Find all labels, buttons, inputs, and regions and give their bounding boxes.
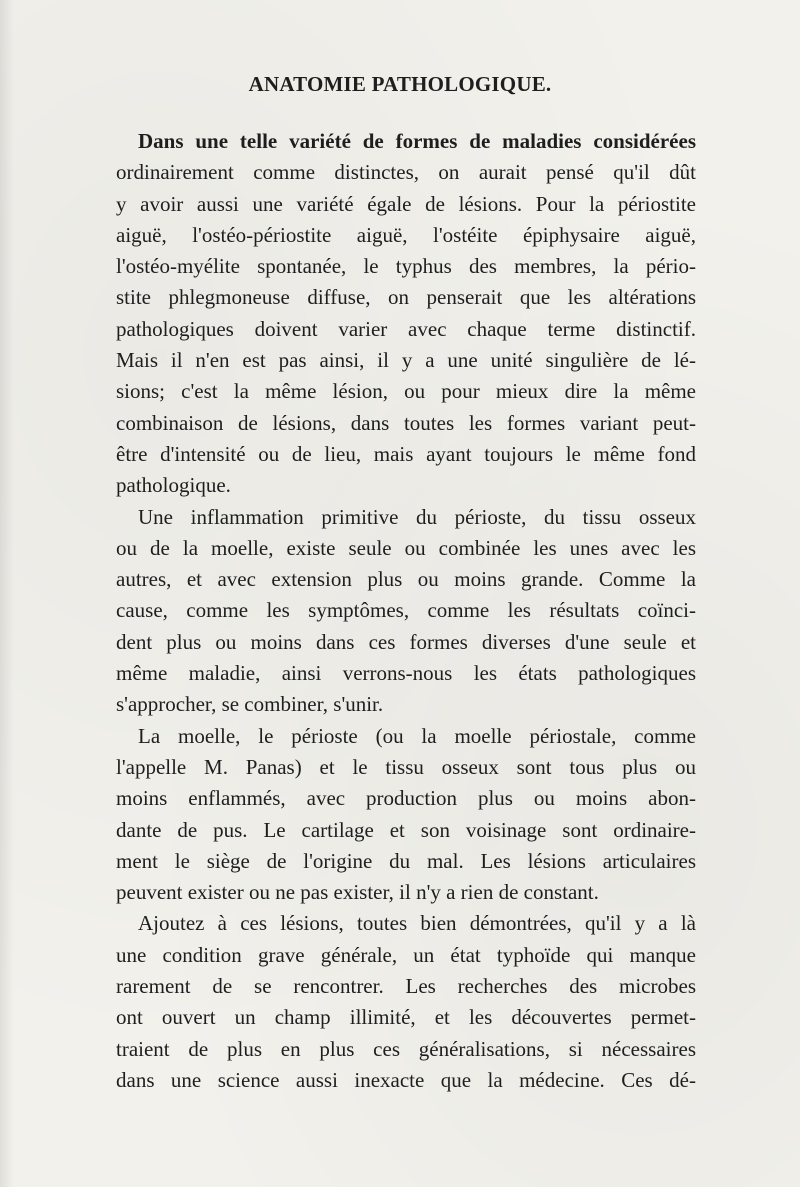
text-line: rarement de se rencontrer. Les recherches des microbes xyxy=(116,974,696,999)
text-line: cause, comme les symptômes, comme les résultats coïnci- xyxy=(116,598,696,623)
text-line: ou de la moelle, existe seule ou combinée les unes avec les xyxy=(116,535,696,560)
text-line: l'ostéo-myélite spontanée, le typhus des membres, la pério- xyxy=(116,254,696,279)
text-line: La moelle, le périoste (ou la moelle périostale, comme xyxy=(138,723,696,748)
text-line: ordinairement comme distinctes, on aurait pensé qu'il dût xyxy=(116,160,696,185)
body-text xyxy=(116,126,696,1096)
text-line: Ajoutez à ces lésions, toutes bien démontrées, qu'il y a là xyxy=(138,911,696,936)
text-line: pathologiques doivent varier avec chaque terme distinctif. xyxy=(116,316,696,341)
paragraph-2 xyxy=(116,502,696,721)
text-line: stite phlegmoneuse diffuse, on penserait que les altérations xyxy=(116,285,696,310)
paragraph-1 xyxy=(116,126,696,502)
text-line: moins enflammés, avec production plus ou moins abon- xyxy=(116,786,696,811)
text-line: y avoir aussi une variété égale de lésions. Pour la périostite xyxy=(116,191,696,216)
text-line: aiguë, l'ostéo-périostite aiguë, l'ostéite épiphysaire aiguë, xyxy=(116,222,696,247)
text-line: combinaison de lésions, dans toutes les formes variant peut- xyxy=(116,410,696,435)
text-line: dans une science aussi inexacte que la médecine. Ces dé- xyxy=(116,1067,696,1092)
text-line: dent plus ou moins dans ces formes diverses d'une seule et xyxy=(116,629,696,654)
text-line: traient de plus en plus ces généralisations, si nécessaires xyxy=(116,1036,696,1061)
text-line: sions; c'est la même lésion, ou pour mieux dire la même xyxy=(116,379,696,404)
text-line: autres, et avec extension plus ou moins grande. Comme la xyxy=(116,567,696,592)
text-line: une condition grave générale, un état typhoïde qui manque xyxy=(116,942,696,967)
text-line: Dans une telle variété de formes de maladies considérées xyxy=(138,129,696,153)
text-line: même maladie, ainsi verrons-nous les états pathologiques xyxy=(116,661,696,686)
text-line: pathologique. xyxy=(116,473,231,498)
text-line: dante de pus. Le cartilage et son voisinage sont ordinaire- xyxy=(116,817,696,842)
text-line: ment le siège de l'origine du mal. Les lésions articulaires xyxy=(116,848,696,873)
paragraph-4 xyxy=(116,908,696,1096)
page-title: ANATOMIE PATHOLOGIQUE. xyxy=(248,72,552,96)
text-line: ont ouvert un champ illimité, et les découvertes permet- xyxy=(116,1005,696,1030)
text-line: Mais il n'en est pas ainsi, il y a une unité singulière de lé- xyxy=(116,348,696,373)
text-line: s'approcher, se combiner, s'unir. xyxy=(116,692,384,717)
text-line: Une inflammation primitive du périoste, du tissu osseux xyxy=(138,504,696,529)
text-line: peuvent exister ou ne pas exister, il n'y a rien de constant. xyxy=(116,880,599,905)
text-line: être d'intensité ou de lieu, mais ayant toujours le même fond xyxy=(116,441,696,466)
paragraph-3 xyxy=(116,721,696,909)
page-edge-shadow xyxy=(0,0,14,1187)
text-line: l'appelle M. Panas) et le tissu osseux sont tous plus ou xyxy=(116,754,696,779)
